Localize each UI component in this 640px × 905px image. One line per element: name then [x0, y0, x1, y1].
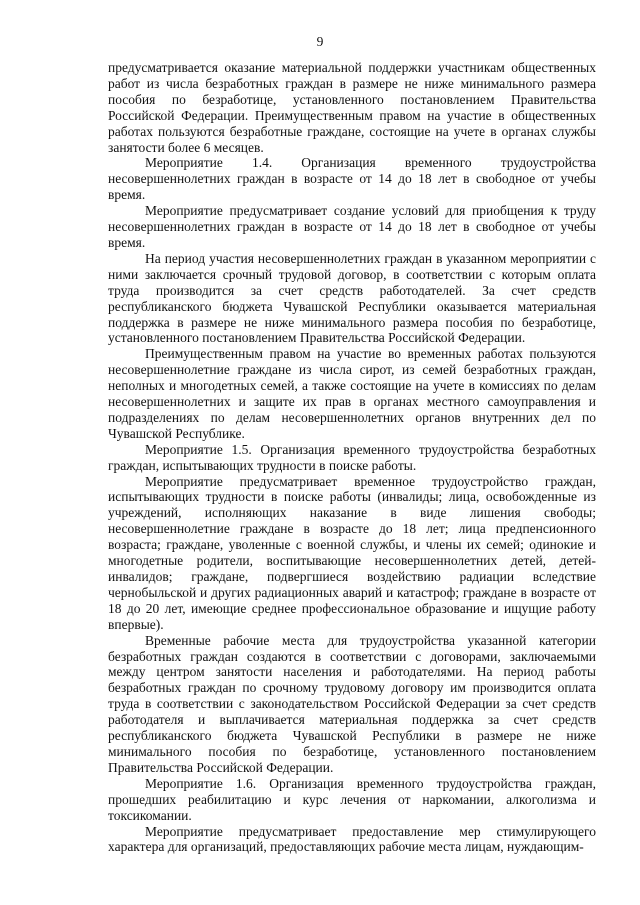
page-number: 9 [316, 34, 324, 49]
paragraph-6: Мероприятие 1.5. Организация временного трудоустройства безработных граждан, испытывающих трудности в поиске работы. [108, 441, 596, 473]
paragraph-3: Мероприятие предусматривает создание условий для приобщения к труду несовершеннолетних граждан в возрасте от 14 до 18 лет в свободное от учебы время. [108, 203, 596, 250]
paragraph-1: предусматривается оказание материальной поддержки участникам общественных работ из числа безработных граждан в размере не ниже минимального размера пособия по безработице, установленного постановлением Правительства Российской Федерации. Преимущественным правом на участие в общественных работах пользуются безработные граждане, состоящие на учете в органах службы занятости более 6 месяцев. [108, 60, 596, 155]
paragraph-2: Мероприятие 1.4. Организация временного трудоустройства несовершеннолетних граждан в возрасте от 14 до 18 лет в свободное от учебы время. [108, 155, 596, 203]
paragraph-4: На период участия несовершеннолетних граждан в указанном мероприятии с ними заключается срочный трудовой договор, в соответствии с которым оплата труда производится за счет средств работодателей. За счет средств республиканского бюджета Чувашской Республики оказывается материальная поддержка в размере не ниже минимального размера пособия по безработице, установленного постановлением Правительства Российской Федерации. [108, 250, 596, 346]
paragraph-10: Мероприятие предусматривает предоставление мер стимулирующего характера для организаций, предоставляющих рабочие места лицам, нуждающим- [108, 823, 596, 855]
paragraph-7: Мероприятие предусматривает временное трудоустройство граждан, испытывающих трудности в поиске работы (инвалиды; лица, освобожденные из учреждений, исполняющих наказание в виде лишения свободы; несовершеннолетние граждане в возрасте до 18 лет; лица предпенсионного возраста; граждане, уволенные с военной службы, и члены их семей; одинокие и многодетные родители, воспитывающие несовершеннолетних детей, детей-инвалидов; граждане, подвергшиеся воздействию радиации вследствие чернобыльской и других радиационных аварий и катастроф; граждане в возрасте от 18 до 20 лет, имеющие среднее профессиональное образование и ищущие работу впервые). [108, 473, 596, 632]
paragraph-8: Временные рабочие места для трудоустройства указанной категории безработных граждан создаются в соответствии с договорами, заключаемыми между центром занятости населения и работодателями. На период работы безработных граждан по срочному трудовому договору им производится оплата труда в соответствии с законодательством Российской Федерации за счет средств работодателя и выплачивается материальная поддержка за счет средств республиканского бюджета Чувашской Республики в размере не ниже минимального пособия по безработице, установленного постановлением Правительства Российской Федерации. [108, 632, 596, 775]
document-body [108, 60, 596, 855]
paragraph-9: Мероприятие 1.6. Организация временного трудоустройства граждан, прошедших реабилитацию и курс лечения от наркомании, алкоголизма и токсикомании. [108, 775, 596, 823]
paragraph-5: Преимущественным правом на участие во временных работах пользуются несовершеннолетние граждане из числа сирот, из семей безработных граждан, неполных и многодетных семей, а также состоящие на учете в комиссиях по делам несовершеннолетних и защите их прав в органах местного самоуправления и подразделениях по делам несовершеннолетних органов внутренних дел по Чувашской Республике. [108, 346, 596, 441]
